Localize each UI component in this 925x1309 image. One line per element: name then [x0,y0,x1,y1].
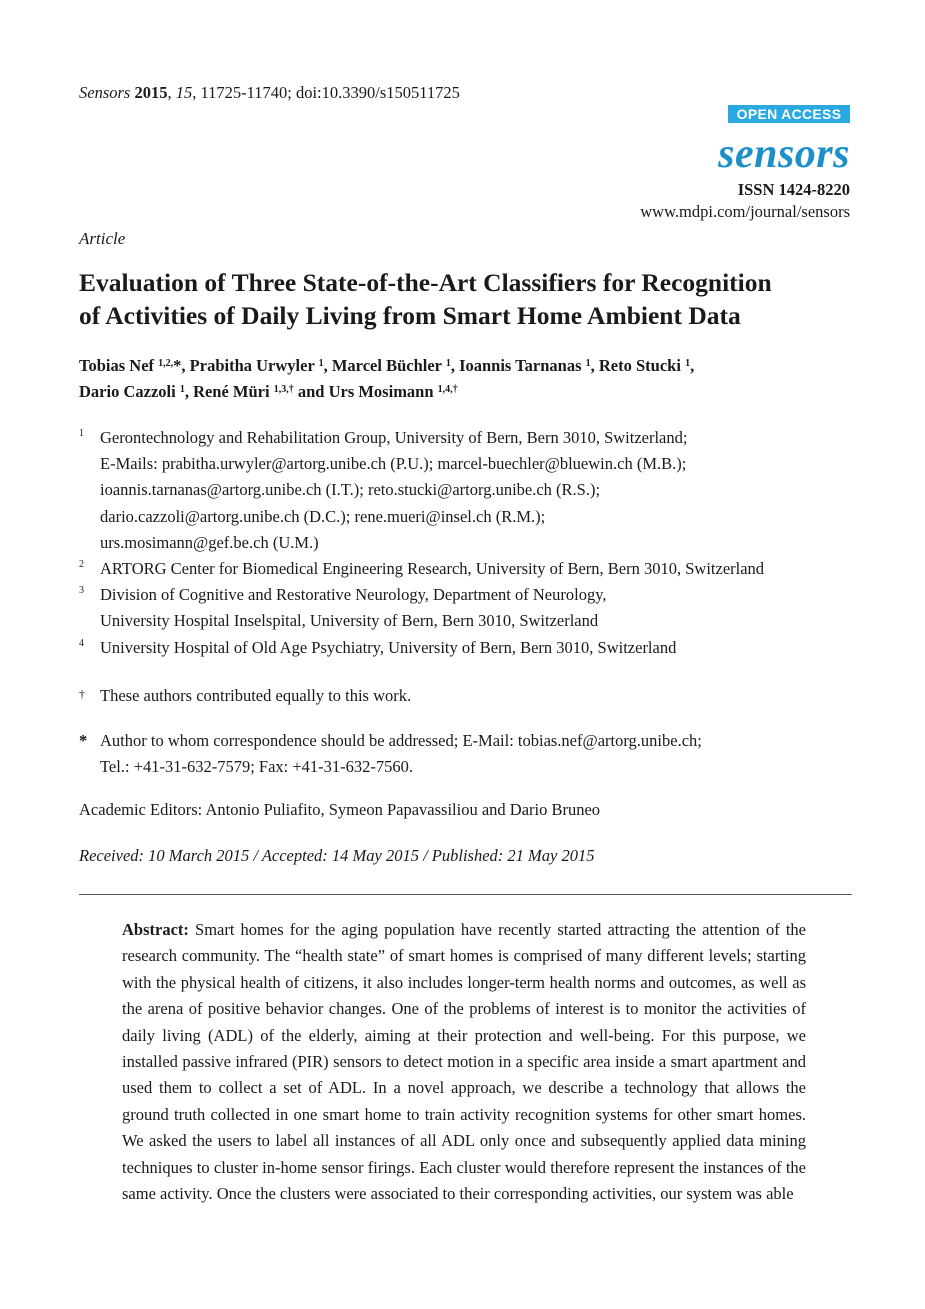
article-type: Article [79,229,126,248]
affiliation-item: 4 University Hospital of Old Age Psychiatry, University of Bern, Bern 3010, Switzerland [79,635,869,661]
divider [79,894,852,895]
author-affil: 1 [445,358,451,369]
author-affil: 1,4,† [437,384,458,395]
corresponding-mark: * [173,356,182,375]
author-list: Tobias Nef $^{1,2,}$*, Prabitha Urwyler $^1$, Marcel Büchler $^1$, Ioannis Tarnanas $^1$, Reto Stucki $^1$, Dario Cazzoli $^1$, René Müri $^{1,3,\dagger}$ and Urs Mosimann $^{1,4,\dagger}$ [79,356,695,401]
affiliation-item: 3 Division of Cognitive and Restorative Neurology, Department of Neurology, University Hospital Inselspital, University of Bern, Bern 3010, Switzerland [79,582,869,634]
title-line-1: Evaluation of Three State-of-the-Art Classifiers for Recognition [79,268,772,297]
author-affil: 1 [685,358,691,369]
pages-doi: , 11725-11740; doi:10.3390/s150511725 [192,83,460,102]
email-list[interactable]: E-Mails: prabitha.urwyler@artorg.unibe.ch (P.U.); marcel-buechler@bluewin.ch (M.B.); [100,454,687,474]
paper-title [79,266,869,332]
journal-year: 2015 [134,83,168,102]
abstract-text: Smart homes for the aging population have recently started attracting the attention of the research community. The “health state” of smart homes is comprised of many different levels; starting with the physical health of citizens, it also includes longer-term health norms and outcomes, as well as the arena of positive behavior changes. One of the problems of interest is to monitor the activities of daily living (ADL) of the elderly, aiming at their protection and well-being. For this purpose, we installed passive infrared (PIR) sensors to detect motion in a specific area inside a smart apartment and used them to collect a set of ADL. In a novel approach, we describe a technology that allows the ground truth collected in one smart home to train activity recognition systems for other smart homes. We asked the users to label all instances of all ADL only once and subsequently applied data mining techniques to cluster in-home sensor firings. Each cluster would therefore represent the instances of the same activity. Once the clusters were associated to their corresponding activities, our system was able [122,920,807,1204]
author: Dario Cazzoli [79,382,176,401]
affiliation-list [79,425,869,661]
journal-volume: 15 [175,83,193,102]
email-list[interactable]: ioannis.tarnanas@artorg.unibe.ch (I.T.); reto.stucki@artorg.unibe.ch (R.S.); [100,480,601,500]
author: Marcel Büchler [331,356,442,375]
author-affil: 1 [179,384,185,395]
author-affil: 1,3,† [273,384,294,395]
author: René Müri [193,382,270,401]
affiliation-number: 1 [79,428,84,439]
affiliation-number: 4 [79,637,84,649]
email-list[interactable]: urs.mosimann@gef.be.ch (U.M.) [100,532,319,552]
open-access-badge: OPEN ACCESS [728,105,850,123]
journal-url[interactable]: www.mdpi.com/journal/sensors [640,202,850,221]
issn: ISSN 1424-8220 [737,180,850,199]
author-affil: 1,2, [158,358,174,369]
correspondence-note: * Author to whom correspondence should be addressed; E-Mail: tobias.nef@artorg.unibe.ch; Tel.: +41-31-632-7579; Fax: +41-31-632-7560. [79,728,869,780]
abstract-label: Abstract: [122,920,189,939]
publication-dates: Received: 10 March 2015 / Accepted: 14 May 2015 / Published: 21 May 2015 [79,846,595,865]
author: Reto Stucki [598,356,681,375]
affiliation-number: 2 [79,559,84,571]
author-affil: 1 [318,358,324,369]
affiliation-item: 1 Gerontechnology and Rehabilitation Group, University of Bern, Bern 3010, Switzerland; E-Mails: prabitha.urwyler@artorg.unibe.ch (P.U.); marcel-buechler@bluewin.ch (M.B.); ioannis.tarnanas@artorg.unibe.ch (I.T.); reto.stucki@artorg.unibe.ch (R.S.); dario.cazzoli@artorg.unibe.ch (D.C.); rene.mueri@insel.ch (R.M.); urs.mosimann@gef.be.ch (U.M.) [79,425,869,556]
abstract [122,917,806,1207]
author: Urs Mosimann [328,382,434,401]
author: Prabitha Urwyler [189,356,315,375]
author: Ioannis Tarnanas [459,356,582,375]
journal-logo: sensors [718,131,850,177]
dagger-symbol: † [79,687,85,701]
affiliation-item: 2 ARTORG Center for Biomedical Engineering Research, University of Bern, Bern 3010, Switzerland [79,556,869,582]
academic-editors: Academic Editors: Antonio Puliafito, Symeon Papavassiliou and Dario Bruneo [79,800,601,819]
email-list[interactable]: dario.cazzoli@artorg.unibe.ch (D.C.); rene.mueri@insel.ch (R.M.); [100,506,546,526]
title-line-2: of Activities of Daily Living from Smart Home Ambient Data [79,301,741,330]
equal-contribution-note: † These authors contributed equally to this work. [79,683,869,709]
asterisk-symbol: * [79,731,88,750]
affiliation-number: 3 [79,585,84,597]
author-affil: 1 [585,358,591,369]
journal-name: Sensors [79,83,131,102]
author: Tobias Nef [79,356,155,375]
citation-line: Sensors 2015, 15, 11725-11740; doi:10.3390/s150511725 [79,83,460,102]
